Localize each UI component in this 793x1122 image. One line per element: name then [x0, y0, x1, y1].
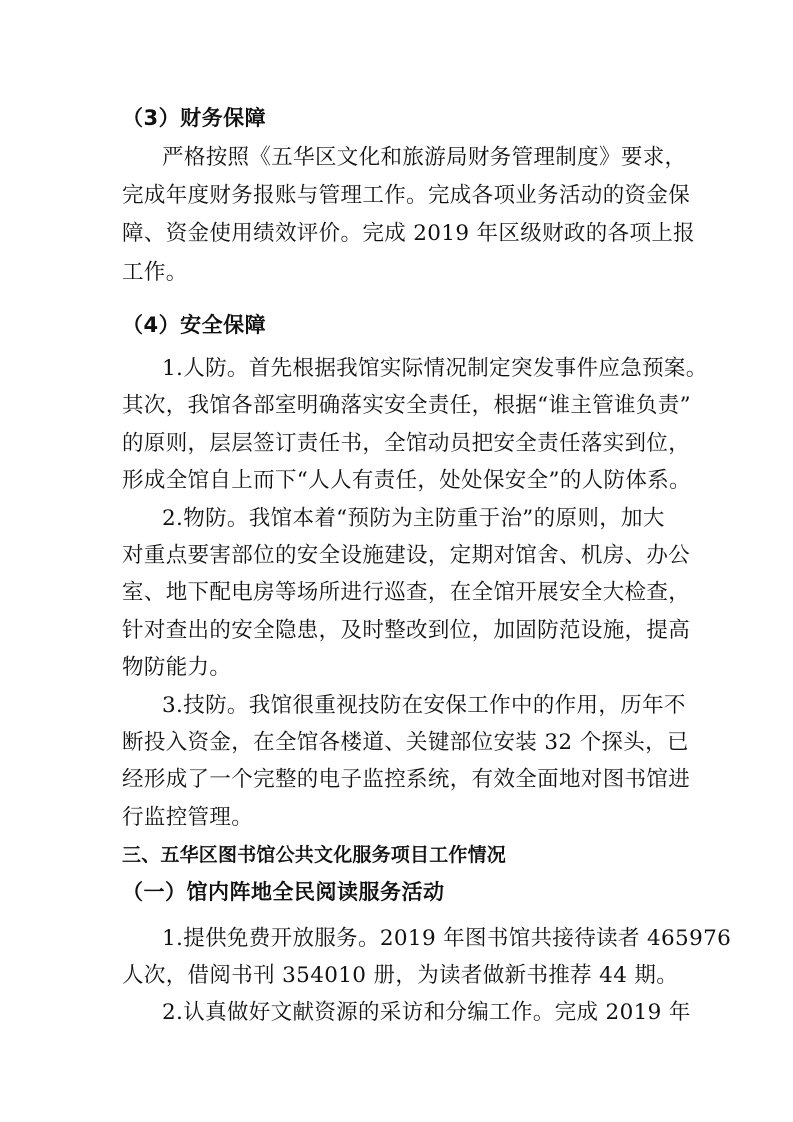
paragraph-line: 对重点要害部位的安全设施建设，定期对馆舍、机房、办公 [122, 543, 691, 568]
paragraph-line: 行监控管理。 [122, 805, 254, 830]
paragraph-line: 2.认真做好文献资源的采访和分编工作。完成 2019 年 [162, 1000, 691, 1025]
paragraph-line: 1.人防。首先根据我馆实际情况制定突发事件应急预案。 [162, 356, 708, 381]
paragraph-line: 工作。 [122, 260, 188, 285]
paragraph-line: 障、资金使用绩效评价。完成 2019 年区级财政的各项上报 [122, 221, 696, 246]
paragraph-line: 针对查出的安全隐患，及时整改到位，加固防范设施，提高 [122, 618, 691, 643]
paragraph-line: 完成年度财务报账与管理工作。完成各项业务活动的资金保 [122, 183, 691, 208]
paragraph-line: 3.技防。我馆很重视技防在安保工作中的作用，历年不 [162, 693, 686, 718]
major-heading: 三、五华区图书馆公共文化服务项目工作情况 [122, 844, 507, 866]
section-heading-reading-activities: （一）馆内阵地全民阅读服务活动 [122, 880, 445, 904]
paragraph-line: 经形成了一个完整的电子监控系统，有效全面地对图书馆进 [122, 767, 691, 792]
section-heading-finance: （3）财务保障 [122, 106, 267, 130]
paragraph-line: 断投入资金，在全馆各楼道、关键部位安装 32 个探头，已 [122, 730, 689, 755]
paragraph-line: 人次，借阅书刊 354010 册，为读者做新书推荐 44 期。 [122, 963, 679, 988]
paragraph-line: 物防能力。 [122, 655, 232, 680]
paragraph-line: 的原则，层层签订责任书，全馆动员把安全责任落实到位， [122, 431, 691, 456]
paragraph-line: 1.提供免费开放服务。2019 年图书馆共接待读者 465976 [162, 926, 732, 951]
paragraph-line: 其次，我馆各部室明确落实安全责任，根据“谁主管谁负责” [122, 393, 691, 418]
paragraph-line: 严格按照《五华区文化和旅游局财务管理制度》要求， [162, 145, 687, 170]
paragraph-line: 室、地下配电房等场所进行巡查，在全馆开展安全大检查， [122, 580, 691, 605]
section-heading-safety: （4）安全保障 [122, 313, 267, 337]
paragraph-line: 2.物防。我馆本着“预防为主防重于治”的原则，加大 [162, 506, 665, 531]
paragraph-line: 形成全馆自上而下“人人有责任，处处保安全”的人防体系。 [122, 468, 691, 493]
